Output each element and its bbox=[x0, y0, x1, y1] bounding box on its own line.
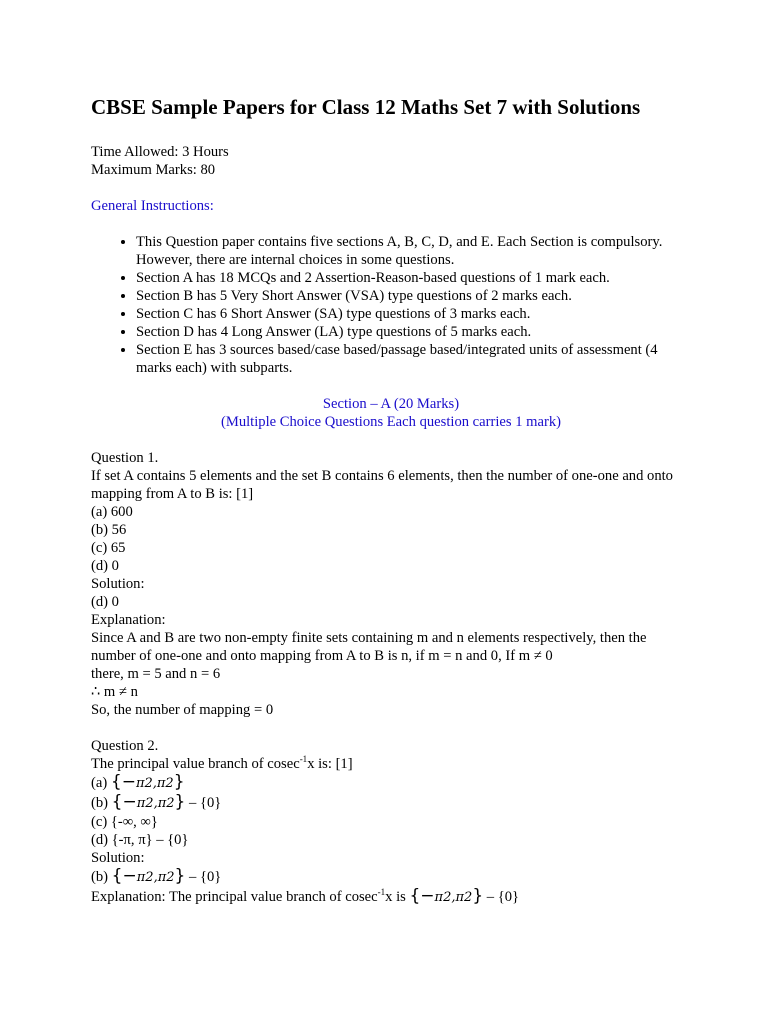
instruction-item: • Section C has 6 Short Answer (SA) type questions of 3 marks each. bbox=[136, 305, 691, 323]
brace-close: } bbox=[174, 792, 186, 812]
question-2-solution-label: Solution: bbox=[91, 850, 145, 866]
maximum-marks: Maximum Marks: 80 bbox=[91, 162, 216, 178]
question-2-text bbox=[91, 755, 691, 773]
minus-sign: − bbox=[420, 886, 435, 906]
instructions-list bbox=[91, 233, 691, 377]
solution-prefix: (b) bbox=[91, 869, 112, 885]
pi-expression: π2,π2 bbox=[135, 776, 174, 791]
question-1-option-b: (b) 56 bbox=[91, 522, 127, 538]
question-1-explanation-line: ∴ m ≠ n bbox=[91, 684, 138, 700]
brace-open: { bbox=[111, 792, 123, 812]
question-2-label: Question 2. bbox=[91, 738, 159, 754]
solution-suffix: – {0} bbox=[185, 869, 222, 885]
pi-expression: π2,π2 bbox=[136, 870, 175, 885]
question-1-explanation-label: Explanation: bbox=[91, 612, 166, 628]
document-body bbox=[91, 94, 691, 907]
section-a-subheading: (Multiple Choice Questions Each question carries 1 mark) bbox=[220, 414, 562, 430]
general-instructions-heading: General Instructions: bbox=[91, 198, 214, 214]
pi-expression: π2,π2 bbox=[136, 796, 175, 811]
option-b-label: (b) bbox=[91, 795, 112, 811]
question-1-option-a: (a) 600 bbox=[91, 504, 133, 520]
option-b-suffix: – {0} bbox=[185, 795, 222, 811]
explanation-before: Explanation: The principal value branch of cosec bbox=[91, 889, 378, 905]
question-2-solution bbox=[91, 867, 691, 887]
explanation-mid: x is bbox=[385, 889, 410, 905]
question-1-explanation-line: Since A and B are two non-empty finite sets containing m and n elements respectively, then the number of one-one and onto mapping from A to B is n, if m = n and 0, If m ≠ 0 bbox=[91, 630, 647, 664]
question-2-text-before: The principal value branch of cosec bbox=[91, 756, 300, 772]
question-1-solution-label: Solution: bbox=[91, 576, 145, 592]
time-allowed: Time Allowed: 3 Hours bbox=[91, 144, 229, 160]
question-1-label: Question 1. bbox=[91, 450, 159, 466]
explanation-suffix: – {0} bbox=[483, 889, 520, 905]
instruction-item: • Section B has 5 Very Short Answer (VSA) type questions of 2 marks each. bbox=[136, 287, 691, 305]
minus-sign: − bbox=[122, 792, 137, 812]
question-1-solution: (d) 0 bbox=[91, 594, 119, 610]
brace-close: } bbox=[173, 772, 185, 792]
instruction-item: • Section A has 18 MCQs and 2 Assertion-Reason-based questions of 1 mark each. bbox=[136, 269, 691, 287]
page-title: CBSE Sample Papers for Class 12 Maths Set 7 with Solutions bbox=[91, 95, 641, 119]
brace-close: } bbox=[472, 886, 484, 906]
pi-expression: π2,π2 bbox=[434, 890, 473, 905]
question-2-explanation bbox=[91, 887, 691, 907]
instruction-item: • This Question paper contains five sections A, B, C, D, and E. Each Section is compulsory. However, there are internal choices in some questions. bbox=[136, 233, 691, 269]
minus-sign: − bbox=[121, 772, 136, 792]
question-2-option-c: (c) {-∞, ∞} bbox=[91, 814, 158, 830]
instruction-item: • Section D has 4 Long Answer (LA) type questions of 5 marks each. bbox=[136, 323, 691, 341]
inverse-superscript: -1 bbox=[299, 754, 308, 765]
brace-open: { bbox=[111, 866, 123, 886]
question-1-explanation-line: So, the number of mapping = 0 bbox=[91, 702, 274, 718]
question-2-option-d: (d) {-π, π} – {0} bbox=[91, 832, 189, 848]
question-1-option-d: (d) 0 bbox=[91, 558, 119, 574]
instruction-item: • Section E has 3 sources based/case based/passage based/integrated units of assessment (4 marks each) with subparts. bbox=[136, 341, 691, 377]
question-1-text: If set A contains 5 elements and the set B contains 6 elements, then the number of one-one and onto mapping from A to B is: [1] bbox=[91, 468, 673, 502]
option-a-label: (a) bbox=[91, 775, 111, 791]
question-2-option-a bbox=[91, 773, 691, 793]
minus-sign: − bbox=[122, 866, 137, 886]
question-2-option-b bbox=[91, 793, 691, 813]
brace-open: { bbox=[110, 772, 122, 792]
inverse-superscript: -1 bbox=[377, 887, 386, 898]
section-a-heading: Section – A (20 Marks) bbox=[322, 396, 460, 412]
question-1-explanation-line: there, m = 5 and n = 6 bbox=[91, 666, 221, 682]
question-1-option-c: (c) 65 bbox=[91, 540, 126, 556]
question-2-text-after: x is: [1] bbox=[307, 756, 353, 772]
brace-close: } bbox=[174, 866, 186, 886]
brace-open: { bbox=[409, 886, 421, 906]
